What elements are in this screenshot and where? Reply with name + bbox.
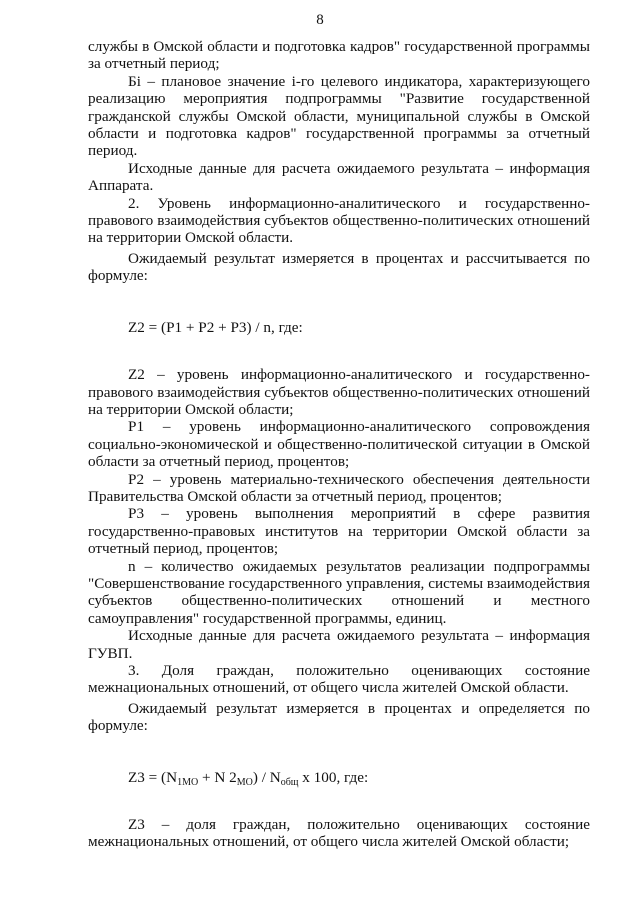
paragraph: P2 – уровень материально-технического обеспечения деятельности Правительства Омской области за отчетный период, процентов; [88,470,590,505]
formula-text: + N 2 [198,768,237,786]
page-number: 8 [316,12,324,28]
document-body [88,38,590,851]
formula-subscript: 1МО [177,776,199,788]
paragraph: P1 – уровень информационно-аналитического сопровождения социально-экономической и общественно-политической ситуации в Омской области за отчетный период, процентов; [88,418,590,471]
paragraph: Z3 – доля граждан, положительно оценивающих состояние межнациональных отношений, от общего числа жителей Омской области; [88,816,590,851]
paragraph: n – количество ожидаемых результатов реализации подпрограммы "Совершенствование государственного управления, системы взаимодействия субъектов общественно-политических отношений и местного самоуправления" государственной программы, единиц. [88,557,590,627]
formula-subscript: МО [236,776,253,788]
paragraph: Ожидаемый результат измеряется в процентах и рассчитывается по формуле: [88,249,590,285]
paragraph: службы в Омской области и подготовка кадров" государственной программы за отчетный период; [88,38,590,73]
section-heading: 2. Уровень информационно-аналитического и государственно-правового взаимодействия субъектов общественно-политических отношений на территории Омской области. [88,194,590,247]
formula: Z2 = (P1 + P2 + P3) / n, где: [128,318,303,336]
paragraph: Z2 – уровень информационно-аналитического и государственно-правового взаимодействия субъектов общественно-политических отношений на территории Омской области; [88,366,590,418]
formula-text: ) / N [252,768,281,786]
formula-text: х 100, где: [298,768,369,786]
paragraph: Исходные данные для расчета ожидаемого результата – информация ГУВП. [88,627,590,662]
paragraph: Бi – плановое значение i-го целевого индикатора, характеризующего реализацию мероприятия подпрограммы "Развитие государственной гражданской службы Омской области, муниципальной службы в Омской области и подготовка кадров" государственной программы за отчетный период. [88,72,590,160]
paragraph: P3 – уровень выполнения мероприятий в сфере развития государственно-правовых институтов на территории Омской области за отчетный период, процентов; [88,505,590,558]
formula-text: Z3 = (N [128,768,178,786]
formula [88,769,590,786]
paragraph: Ожидаемый результат измеряется в процентах и определяется по формуле: [88,699,590,735]
paragraph: Исходные данные для расчета ожидаемого результата – информация Аппарата. [88,159,590,195]
section-heading: 3. Доля граждан, положительно оценивающих состояние межнациональных отношений, от общего числа жителей Омской области. [88,662,590,697]
formula-subscript: общ [280,776,299,788]
